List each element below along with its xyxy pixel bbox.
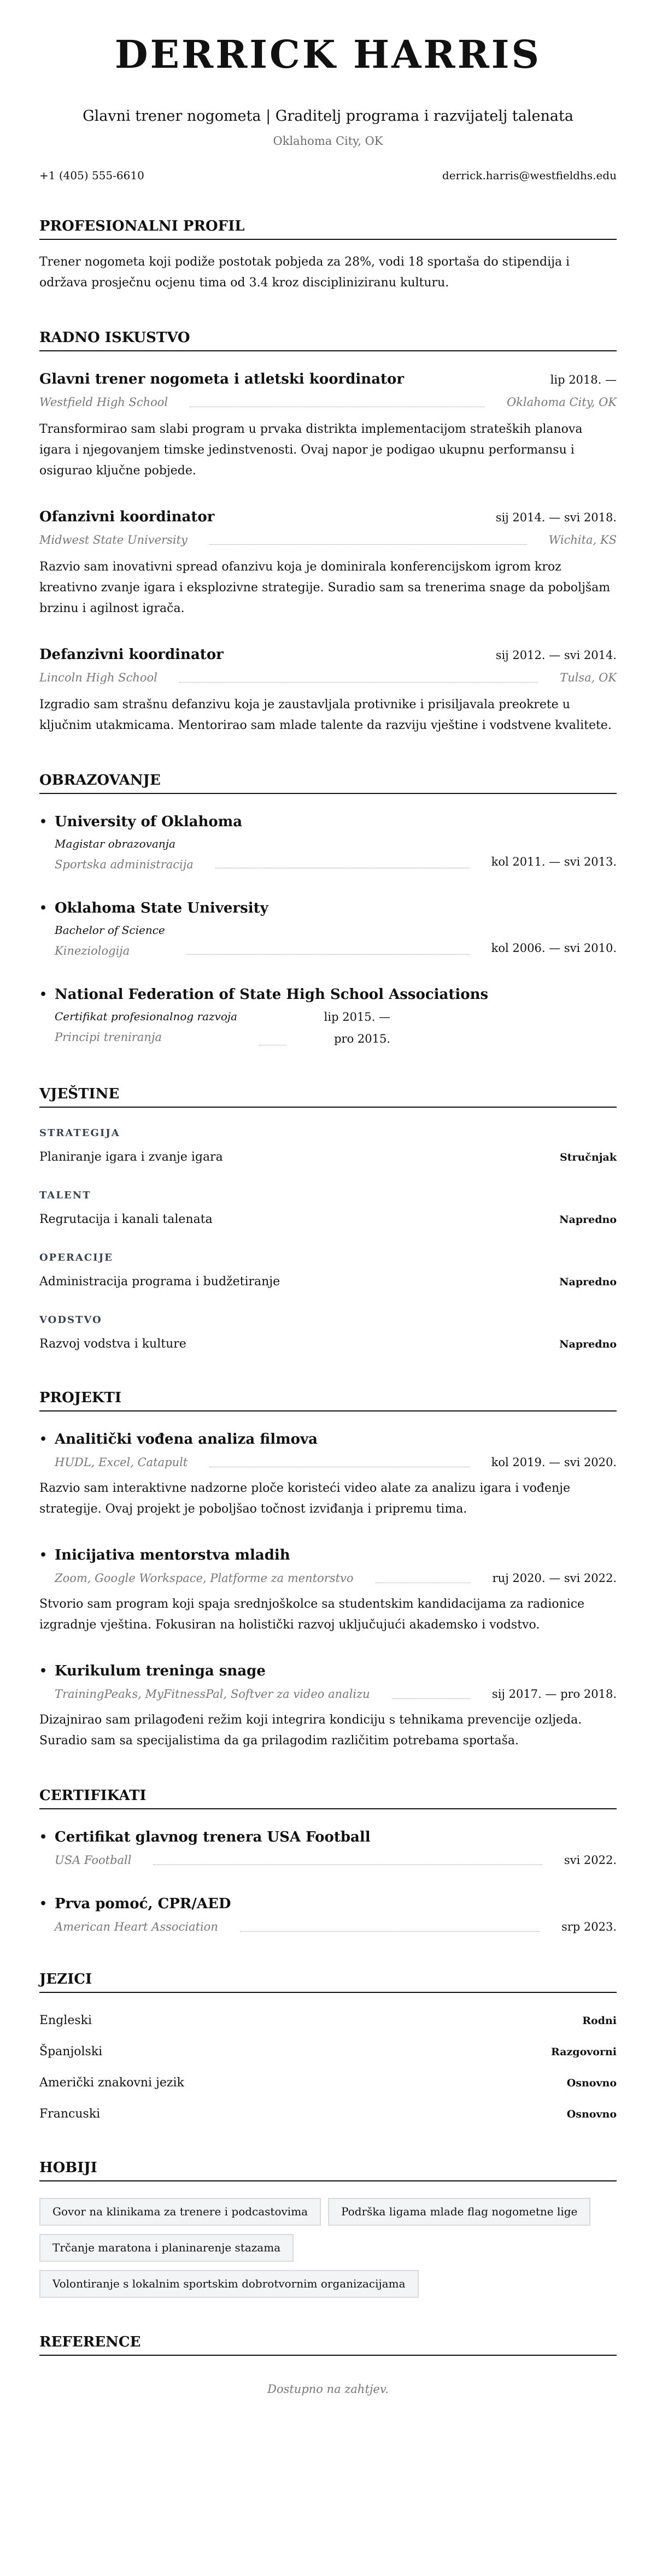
skill-row (39, 1210, 617, 1229)
references-text: Dostupno na zahtjev. (267, 2383, 389, 2396)
skill-group (39, 1126, 617, 1167)
job-description: Transformirao sam slabi program u prvaka distrikta implementacijom strateških planova igara i njegovanjem timske jedinstvenosti. Ovaj napor je podigao ukupnu performansu i osigurao ključne pobjede. (39, 422, 583, 478)
certification-date: svi 2022. (564, 1854, 617, 1867)
experience-section (39, 328, 617, 736)
certification-issuer: American Heart Association (55, 1920, 218, 1933)
hobby-chip: Trčanje maratona i planinarenje stazama (39, 2234, 294, 2262)
skill-level: Napredno (559, 1338, 617, 1350)
project-meta-row (55, 1686, 617, 1702)
project-tech: TrainingPeaks, MyFitnessPal, Softver za video analizu (55, 1687, 370, 1701)
dotted-leader (240, 1931, 540, 1932)
project-meta-row (55, 1570, 617, 1586)
skill-group (39, 1189, 617, 1229)
language-level: Rodni (582, 2015, 617, 2027)
education-meta-row (55, 1006, 617, 1050)
section-heading: HOBIJI (39, 2159, 617, 2181)
project-entry (39, 1544, 617, 1636)
language-level: Osnovno (566, 2108, 617, 2120)
education-section (39, 771, 617, 1050)
skill-row (39, 1148, 617, 1167)
language-level: Osnovno (566, 2077, 617, 2089)
project-title: Kurikulum treninga snage (55, 1663, 266, 1679)
education-meta-row (55, 833, 617, 873)
profile-section (39, 217, 617, 293)
degree: Magistar obrazovanja (55, 837, 175, 850)
institution: University of Oklahoma (55, 814, 243, 830)
project-title: Inicijativa mentorstva mladih (55, 1547, 290, 1563)
job-meta-row (39, 532, 617, 548)
dotted-leader (179, 682, 538, 683)
skill-name: Administracija programa i budžetiranje (39, 1275, 280, 1289)
job-description: Razvio sam inovativni spread ofanzivu koja je dominirala konferencijskom igrom kroz kreativno zvanje igara i eksplozivne strategije. Suradio sam sa trenerima snage da poboljšam brzinu i agilnost igrača. (39, 560, 611, 615)
bullet-icon: • (39, 1830, 48, 1844)
project-description: Stvorio sam program koji spaja srednjoškolce sa studentskim kandidacijama za radionice izgradnje vještina. Fokusiran na holistički razvoj uključujući akademsko i vodstvo. (39, 1597, 585, 1632)
language-row (39, 2043, 617, 2061)
bullet-icon: • (39, 901, 48, 915)
section-heading: JEZICI (39, 1970, 617, 1993)
project-dates: sij 2017. — pro 2018. (491, 1687, 617, 1701)
section-heading: PROFESIONALNI PROFIL (39, 217, 617, 240)
education-entry (39, 897, 617, 959)
candidate-name: DERRICK HARRIS (114, 32, 542, 77)
project-tech: Zoom, Google Workspace, Platforme za mentorstvo (55, 1572, 354, 1585)
skill-category: OPERACIJE (39, 1252, 113, 1263)
hobby-chip: Volontiranje s lokalnim sportskim dobrotvornim organizacijama (39, 2270, 419, 2298)
project-tech: HUDL, Excel, Catapult (55, 1456, 188, 1469)
project-dates: ruj 2020. — svi 2022. (492, 1572, 617, 1585)
section-heading: VJEŠTINE (39, 1085, 617, 1108)
skill-category: STRATEGIJA (39, 1127, 120, 1139)
bullet-icon: • (39, 1548, 48, 1562)
section-heading: PROJEKTI (39, 1389, 617, 1411)
profile-text: Trener nogometa koji podiže postotak pobjeda za 28%, vodi 18 sportaša do stipendija i održava prosječnu ocjenu tima od 3.4 kroz discipliniziranu kulturu. (39, 255, 570, 290)
phone[interactable]: +1 (405) 555-6610 (39, 169, 144, 182)
skill-category: TALENT (39, 1190, 91, 1201)
section-heading: CERTIFIKATI (39, 1786, 617, 1809)
resume-header (39, 33, 617, 183)
dotted-leader (187, 954, 470, 955)
hobbies-section (39, 2159, 617, 2298)
language-row (39, 2012, 617, 2030)
bullet-icon: • (39, 1664, 48, 1678)
job-entry (39, 368, 617, 481)
project-description: Razvio sam interaktivne nadzorne ploče koristeći video alate za analizu igara i vođenje strategije. Ovaj projekt je poboljšao točnost izviđanja i pripremu tima. (39, 1481, 571, 1516)
company: Westfield High School (39, 396, 168, 409)
field-of-study: Sportska administracija (55, 858, 194, 871)
job-meta-row (39, 394, 617, 410)
job-entry (39, 505, 617, 619)
job-entry (39, 643, 617, 736)
education-details (55, 833, 194, 873)
field-of-study: Principi treniranja (55, 1031, 162, 1044)
certification-meta-row (55, 1919, 617, 1935)
bullet-icon: • (39, 1432, 48, 1446)
hobby-chip: Govor na klinikama za trenere i podcastovima (39, 2198, 321, 2226)
skill-name: Razvoj vodstva i kulture (39, 1337, 186, 1351)
language-row (39, 2074, 617, 2092)
certifications-section (39, 1786, 617, 1935)
language-row (39, 2105, 617, 2124)
project-entry (39, 1660, 617, 1751)
project-description: Dizajnirao sam prilagođeni režim koji integrira kondiciju s tehnikama prevencije ozljeda. Suradio sam sa specijalistima da ga prilagodim različitim potrebama sportaša. (39, 1713, 582, 1748)
skill-name: Planiranje igara i zvanje igara (39, 1150, 223, 1164)
education-dates: kol 2011. — svi 2013. (491, 855, 617, 868)
project-entry (39, 1428, 617, 1520)
bullet-icon: • (39, 1897, 48, 1911)
language-name: Španjolski (39, 2045, 103, 2059)
email[interactable]: derrick.harris@westfieldhs.edu (442, 169, 617, 182)
job-dates: sij 2014. — svi 2018. (495, 511, 617, 524)
certification-title: Prva pomoć, CPR/AED (55, 1896, 231, 1912)
education-details (55, 920, 165, 959)
skills-section (39, 1085, 617, 1354)
project-meta-row (55, 1454, 617, 1471)
headline: Glavni trener nogometa | Graditelj programa i razvijatelj talenata (83, 108, 573, 125)
education-entry (39, 810, 617, 873)
language-level: Razgovorni (550, 2046, 617, 2058)
section-heading: RADNO ISKUSTVO (39, 328, 617, 351)
education-details (55, 1006, 237, 1045)
job-title-row (39, 643, 617, 666)
institution: Oklahoma State University (55, 900, 268, 916)
job-dates: lip 2018. — (550, 373, 617, 386)
contact-row (39, 168, 617, 183)
skill-level: Napredno (559, 1214, 617, 1226)
company: Lincoln High School (39, 671, 157, 684)
projects-section (39, 1389, 617, 1751)
certification-issuer: USA Football (55, 1854, 132, 1867)
education-dates: lip 2015. — pro 2015. (324, 1010, 391, 1045)
job-title-row (39, 368, 617, 391)
skill-group (39, 1251, 617, 1291)
dotted-leader (209, 544, 527, 545)
languages-section (39, 1970, 617, 2124)
language-name: Engleski (39, 2014, 92, 2027)
section-heading: REFERENCE (39, 2333, 617, 2356)
skill-row (39, 1273, 617, 1291)
job-description: Izgradio sam strašnu defanzivu koja je zaustavljala protivnike i prisiljavala preokrete u ključnim utakmicama. Mentorirao sam mlade talente da razviju vještine i vodstvene kvalitete. (39, 698, 612, 732)
job-title-row (39, 505, 617, 528)
bullet-icon: • (39, 987, 48, 1002)
degree: Certifikat profesionalnog razvoja (55, 1010, 238, 1023)
skill-level: Napredno (559, 1276, 617, 1288)
skill-category: VODSTVO (39, 1314, 102, 1326)
company: Midwest State University (39, 533, 188, 546)
job-title: Glavni trener nogometa i atletski koordinator (39, 371, 405, 387)
job-meta-row (39, 669, 617, 686)
bullet-icon: • (39, 815, 48, 829)
degree: Bachelor of Science (55, 924, 165, 937)
skill-name: Regrutacija i kanali talenata (39, 1213, 213, 1226)
certification-title: Certifikat glavnog trenera USA Football (55, 1829, 371, 1845)
skill-level: Stručnjak (559, 1151, 617, 1163)
job-location: Tulsa, OK (560, 671, 617, 684)
skill-row (39, 1335, 617, 1354)
section-heading: OBRAZOVANJE (39, 771, 617, 794)
education-dates: kol 2006. — svi 2010. (491, 942, 617, 955)
dotted-leader (392, 1698, 470, 1699)
language-name: Francuski (39, 2107, 101, 2121)
project-dates: kol 2019. — svi 2020. (491, 1456, 617, 1469)
hobby-chip: Podrška ligama mlade flag nogometne lige (328, 2198, 590, 2226)
certification-meta-row (55, 1852, 617, 1868)
project-title: Analitički vođena analiza filmova (55, 1431, 318, 1448)
institution: National Federation of State High School Associations (55, 986, 489, 1003)
skill-group (39, 1313, 617, 1354)
job-title: Defanzivni koordinator (39, 646, 224, 663)
certification-entry (39, 1892, 617, 1935)
language-name: Američki znakovni jezik (39, 2076, 184, 2090)
education-entry (39, 983, 617, 1050)
job-location: Oklahoma City, OK (506, 396, 617, 409)
job-location: Wichita, KS (548, 533, 617, 546)
job-dates: sij 2012. — svi 2014. (495, 649, 617, 662)
certification-entry (39, 1826, 617, 1868)
certification-date: srp 2023. (561, 1920, 617, 1933)
references-section (39, 2333, 617, 2397)
job-title: Ofanzivni koordinator (39, 509, 215, 525)
education-meta-row (55, 920, 617, 959)
field-of-study: Kineziologija (55, 944, 130, 957)
location: Oklahoma City, OK (273, 134, 383, 148)
